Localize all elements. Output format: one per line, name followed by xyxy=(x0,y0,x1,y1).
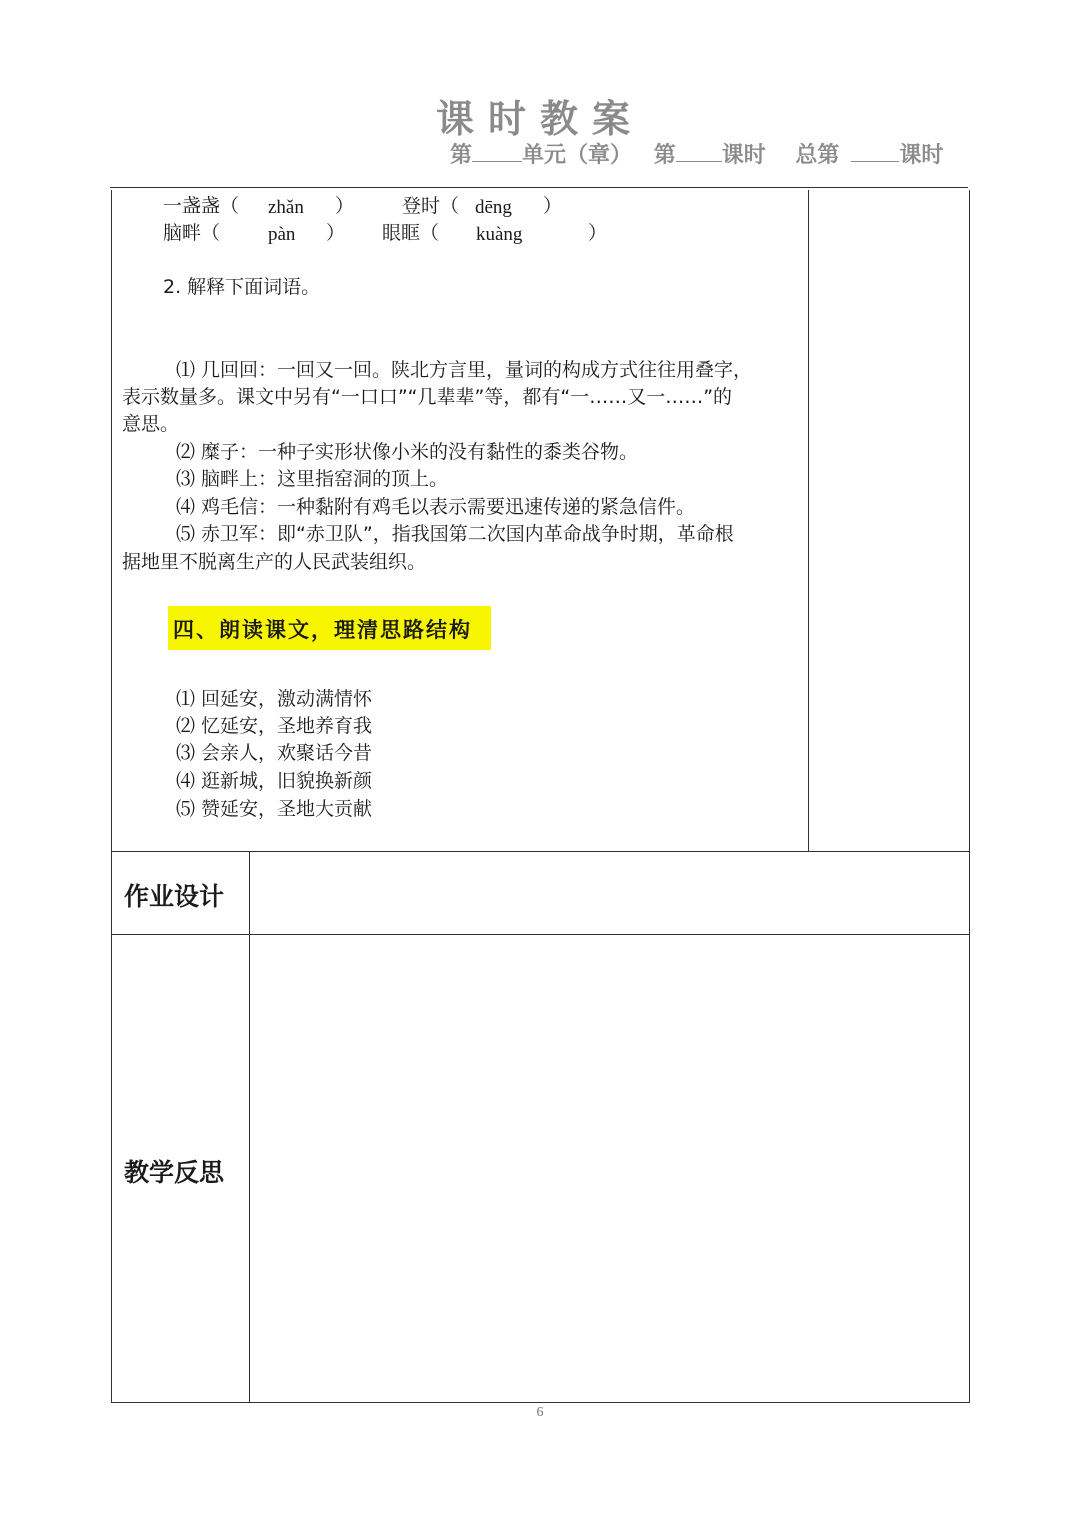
definition-item: ⑶ 脑畔上：这里指窑洞的顶上。 xyxy=(176,468,449,490)
pinyin-word: 登时（ xyxy=(402,195,460,217)
header-rule xyxy=(110,187,968,188)
section-heading-highlighted: 四、朗读课文，理清思路结构 xyxy=(173,618,472,642)
pinyin-answer: zhǎn xyxy=(268,197,304,218)
structure-item: ⑸ 赞延安，圣地大贡献 xyxy=(176,798,373,820)
definition-item: ⑸ 赤卫军：即“赤卫队”，指我国第二次国内革命战争时期，革命根 xyxy=(176,523,734,545)
pinyin-word: 一盏盏（ xyxy=(163,195,240,217)
row-divider-2 xyxy=(111,934,969,935)
pinyin-word: 脑畔（ xyxy=(163,222,221,244)
section-heading: 2. 解释下面词语。 xyxy=(163,276,321,298)
pinyin-word: 眼眶（ xyxy=(382,222,440,244)
sub-total: 总第 xyxy=(795,143,840,168)
definition-item: 据地里不脱离生产的人民武装组织。 xyxy=(122,551,427,573)
right-column-divider xyxy=(808,190,809,852)
definition-item: ⑴ 几回回：一回又一回。陕北方言里，量词的构成方式往往用叠字， xyxy=(176,359,753,381)
page-title: 课时教案 xyxy=(435,97,644,141)
pinyin-close: ） xyxy=(335,195,355,217)
pinyin-close: ） xyxy=(588,222,608,244)
definition-item: 表示数量多。课文中另有“一口口”“几辈辈”等，都有“一……又一……”的 xyxy=(122,386,733,408)
sub-di-2: 第 xyxy=(653,143,676,168)
pinyin-close: ） xyxy=(543,195,563,217)
definition-item: ⑵ 糜子：一种子实形状像小米的没有黏性的黍类谷物。 xyxy=(176,441,639,463)
row-divider-1 xyxy=(111,851,969,852)
page-number: 6 xyxy=(536,1405,544,1420)
definition-item: ⑷ 鸡毛信：一种黏附有鸡毛以表示需要迅速传递的紧急信件。 xyxy=(176,496,696,518)
lesson-counter xyxy=(450,138,943,169)
pinyin-answer: pàn xyxy=(268,224,296,245)
structure-item: ⑷ 逛新城，旧貌换新颜 xyxy=(176,770,373,792)
pinyin-answer: dēng xyxy=(475,197,512,218)
lesson-blank xyxy=(676,143,722,162)
structure-item: ⑶ 会亲人，欢聚话今昔 xyxy=(176,742,373,764)
pinyin-answer: kuàng xyxy=(476,224,523,245)
structure-item: ⑵ 忆延安，圣地养育我 xyxy=(176,715,373,737)
homework-label: 作业设计 xyxy=(124,882,225,911)
sub-lesson: 课时 xyxy=(721,143,766,168)
structure-item: ⑴ 回延安，激动满情怀 xyxy=(176,688,373,710)
reflection-label: 教学反思 xyxy=(124,1158,225,1187)
sub-lesson-2: 课时 xyxy=(899,143,944,168)
definition-item: 意思。 xyxy=(122,413,180,435)
total-blank xyxy=(851,143,899,162)
unit-blank xyxy=(472,143,522,162)
pinyin-close: ） xyxy=(326,222,346,244)
sub-di-1: 第 xyxy=(450,143,473,168)
sub-unit: 单元（章） xyxy=(522,143,633,168)
